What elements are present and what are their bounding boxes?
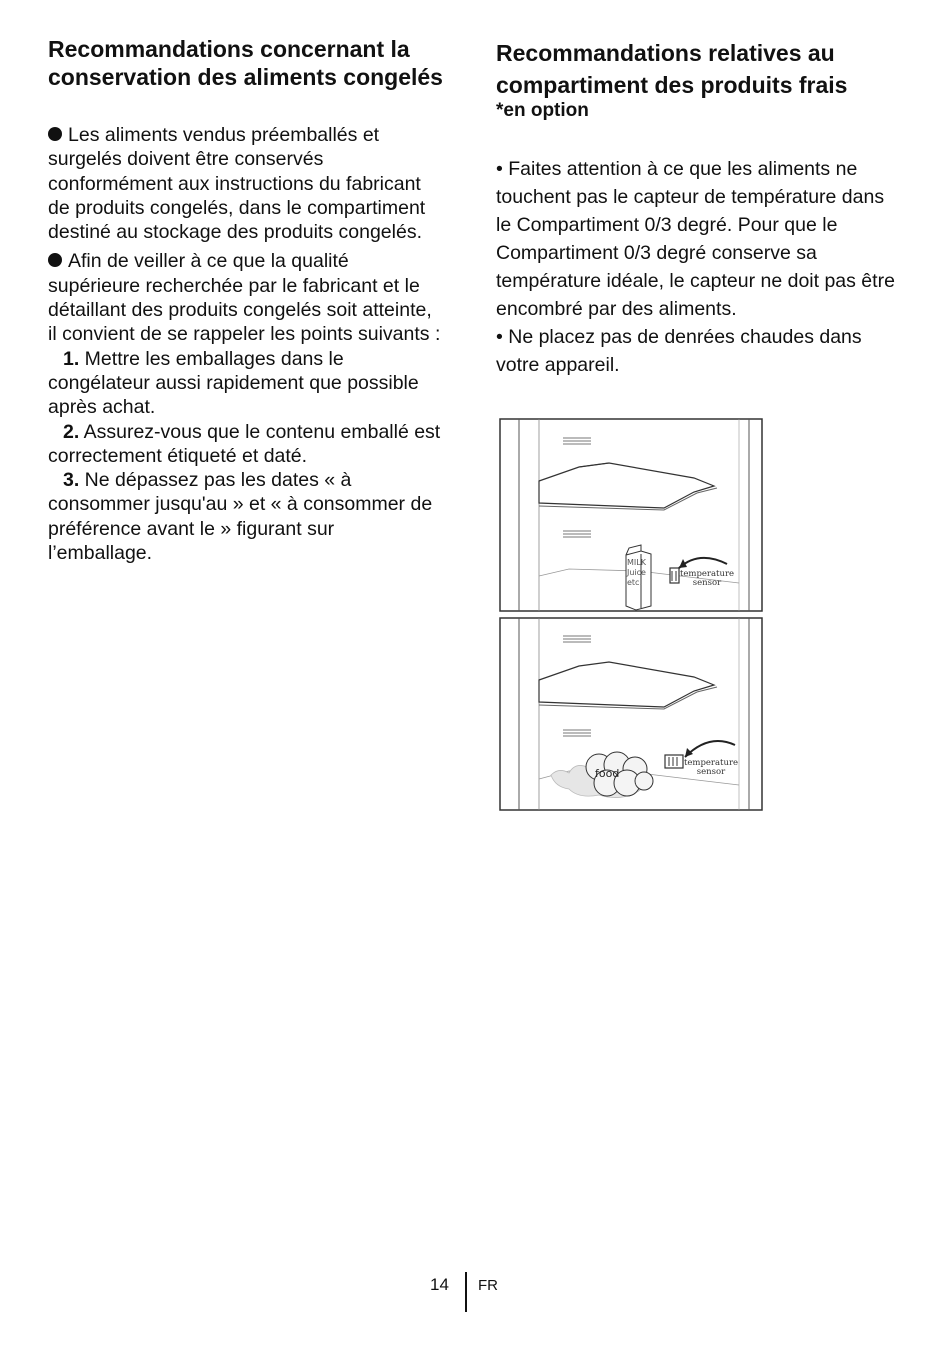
section-title-fresh: Recommandations relatives au compartiment des produits frais <box>496 40 848 98</box>
step-item: 2. Assurez-vous que le contenu emballé est correctement étiqueté et daté. <box>48 420 441 467</box>
page-number: 14 <box>430 1275 449 1294</box>
paragraph: • Ne placez pas de denrées chaudes dans votre appareil. <box>496 326 862 376</box>
carton-label-2: Juice <box>627 568 646 577</box>
bullet-dot-icon <box>48 253 62 267</box>
sensor-label-2: sensor <box>696 767 726 777</box>
option-note: *en option <box>496 100 589 121</box>
carton-label-1: MILK <box>627 558 646 567</box>
footer-divider <box>465 1272 467 1312</box>
bullet-item: Afin de veiller à ce que la qualité supérieure recherchée par le fabricant et le détaillant des produits congelés soit atteinte, il convient de se rappeler les points suivants : <box>48 250 441 346</box>
paragraph: • Faites attention à ce que les aliments ne touchent pas le capteur de température dans le Compartiment 0/3 degré. Pour que le Compartiment 0/3 degré conserve sa température idéale, le capteur ne doit pas être encombré par des aliments. <box>496 158 895 320</box>
fridge-food-illustration <box>499 617 763 811</box>
food-label: food <box>595 767 620 780</box>
sensor-label-1: temperature <box>679 569 735 579</box>
carton-label-3: etc. <box>627 578 642 587</box>
step-item: 3. Ne dépassez pas les dates « à consommer jusqu'au » et « à consommer de préférence avant le » figurant sur l’emballage. <box>48 469 433 565</box>
fresh-food-text <box>496 155 896 379</box>
step-item: 1. Mettre les emballages dans le congélateur aussi rapidement que possible après achat. <box>48 347 419 419</box>
fridge-figure-food <box>499 617 763 811</box>
bullet-item: Les aliments vendus préemballés et surgelés doivent être conservés conformément aux instructions du fabricant de produits congelés, dans le compartiment destiné au stockage des produits congelés. <box>48 124 426 244</box>
sensor-label-2: sensor <box>692 578 722 588</box>
sensor-label-1: temperature <box>683 758 739 768</box>
frozen-food-text <box>48 123 443 565</box>
section-title-frozen: Recommandations concernant la conservation des aliments congelés <box>48 36 443 90</box>
language-code: FR <box>478 1277 498 1294</box>
fridge-carton-illustration <box>499 418 763 612</box>
bullet-dot-icon <box>48 127 62 141</box>
fridge-figure-carton <box>499 418 763 612</box>
